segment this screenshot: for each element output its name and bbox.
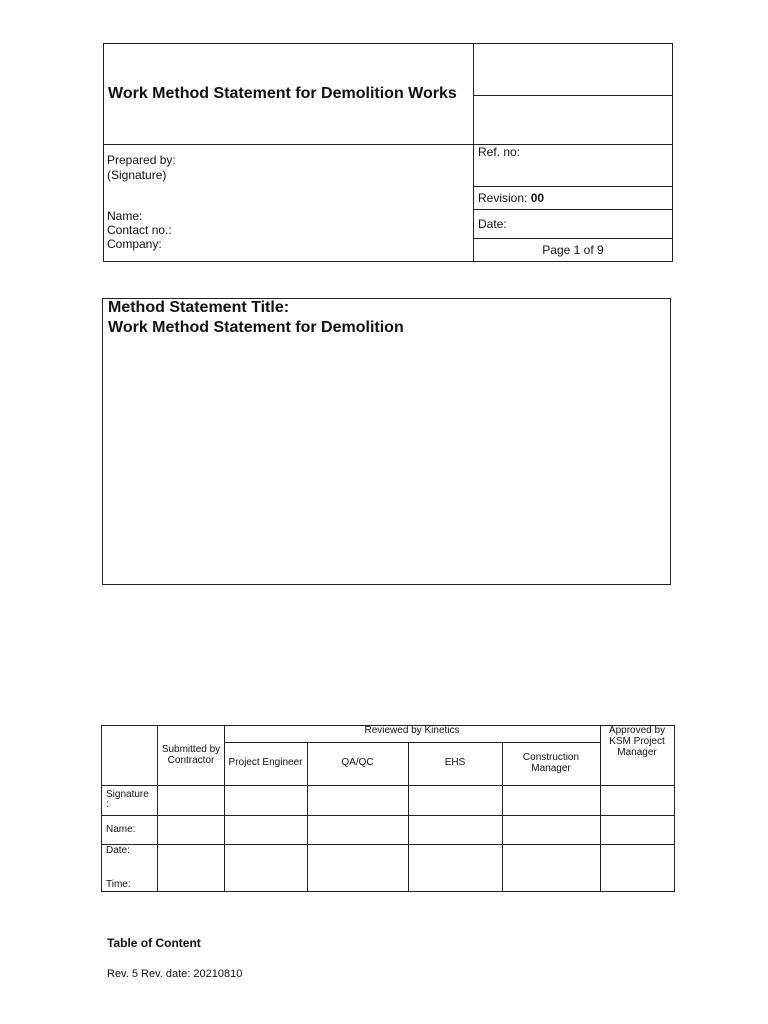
method-statement-box xyxy=(102,298,671,585)
method-statement-title: Work Method Statement for Demolition xyxy=(108,319,404,336)
reviewed-by-header: Reviewed by Kinetics xyxy=(364,725,460,736)
col-qa-qc: QA/QC xyxy=(341,757,374,768)
header-right-rule-4 xyxy=(473,238,673,239)
header-block xyxy=(103,43,673,262)
header-right-rule-2 xyxy=(473,186,673,187)
header-right-rule-3 xyxy=(473,209,673,210)
row-name-label: Name: xyxy=(106,824,136,835)
approved-by-header: Approved by KSM Project Manager xyxy=(608,725,666,758)
col-ehs: EHS xyxy=(444,757,466,768)
col-construction-manager: Construction Manager xyxy=(522,752,580,774)
row-date-label: Date: xyxy=(106,845,130,856)
footer-revision: Rev. 5 Rev. date: 20210810 xyxy=(107,968,243,980)
row-signature-colon: : xyxy=(106,799,109,810)
header-right-rule-1 xyxy=(473,95,673,96)
header-divider xyxy=(473,43,474,262)
revision-label: Revision: xyxy=(478,191,528,205)
name-label: Name: xyxy=(107,209,143,223)
revision-value: 00 xyxy=(530,191,545,205)
page-number: Page 1 of 9 xyxy=(542,243,604,257)
contact-label: Contact no.: xyxy=(107,223,172,237)
submitted-by-header: Submitted by Contractor xyxy=(161,744,221,766)
signature-label: (Signature) xyxy=(107,168,167,182)
row-signature-label: Signature xyxy=(106,789,149,800)
ref-no-label: Ref. no: xyxy=(478,145,521,159)
toc-heading: Table of Content xyxy=(107,936,201,950)
table-row-line-2 xyxy=(101,815,675,816)
table-col-line-5 xyxy=(502,742,503,892)
document-title: Work Method Statement for Demolition Works xyxy=(108,85,457,102)
table-row-line-1 xyxy=(101,785,675,786)
header-rule xyxy=(103,144,673,145)
table-col-line-6 xyxy=(600,725,601,892)
row-time-label: Time: xyxy=(106,879,131,890)
table-col-line-2 xyxy=(224,725,225,892)
method-statement-label: Method Statement Title: xyxy=(108,299,290,316)
table-header-sub-rule xyxy=(224,742,600,743)
company-label: Company: xyxy=(107,237,162,251)
date-label: Date: xyxy=(478,217,507,231)
revision-field xyxy=(478,191,544,205)
col-project-engineer: Project Engineer xyxy=(228,757,303,768)
prepared-by-label: Prepared by: xyxy=(107,153,176,167)
table-row-line-3 xyxy=(101,844,675,845)
